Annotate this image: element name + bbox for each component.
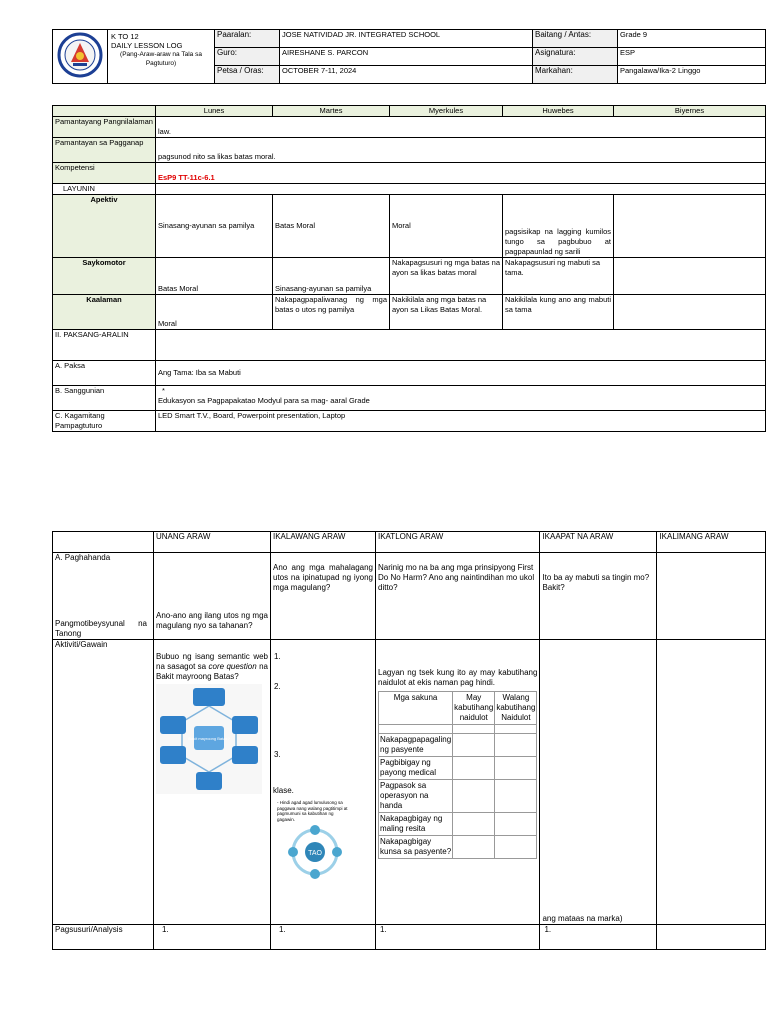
dll-line2: DAILY LESSON LOG — [111, 41, 183, 50]
kompetensi-label: Kompetensi — [53, 163, 156, 184]
school-label: Paaralan: — [215, 30, 280, 48]
teacher-value: AIRESHANE S. PARCON — [280, 48, 533, 66]
aktiviti-day3-text: Lagyan ng tsek kung ito ay may kabutihang naidulot at ekis naman pag hindi. — [378, 668, 538, 687]
tao-diagram — [277, 820, 353, 884]
aktiviti-day1-text — [156, 652, 268, 682]
pagganap-label: Pamantayan sa Pagganap — [53, 138, 156, 163]
aktiviti-label: Aktiviti/Gawain — [53, 640, 154, 925]
paghahanda-label-cell — [53, 553, 154, 640]
check-header-3: Walang kabutihang Naidulot — [495, 692, 537, 725]
quarter-value: Pangalawa/Ika-2 Linggo — [618, 66, 766, 84]
paksa-text: Ang Tama: Iba sa Mabuti — [156, 361, 766, 386]
dll-line3: (Pang-Araw-araw na Tala sa Pagtuturo) — [120, 51, 202, 67]
date-value: OCTOBER 7-11, 2024 — [280, 66, 533, 84]
aktiviti-day1-pre: Bubuo ng isang semantic web na sasagot sa — [156, 652, 268, 671]
t2-header-unang: UNANG ARAW — [154, 532, 271, 553]
pagsusuri-day5 — [657, 925, 766, 950]
pagsusuri-day2: 1. — [271, 925, 376, 950]
saykomotor-lunes: Batas Moral — [156, 258, 273, 295]
school-value: JOSE NATIVIDAD JR. INTEGRATED SCHOOL — [280, 30, 533, 48]
t2-header-ikalima: IKALIMANG ARAW — [657, 532, 766, 553]
apektiv-myerkules: Moral — [390, 195, 503, 258]
kaalaman-lunes: Moral — [156, 295, 273, 330]
paghahanda-day5 — [657, 553, 766, 640]
sanggunian-text: Edukasyon sa Pagpapakatao Modyul para sa mag- aaral Grade — [158, 396, 370, 405]
apektiv-martes: Batas Moral — [273, 195, 390, 258]
kompetensi-text: EsP9 TT-11c-6.1 — [156, 163, 766, 184]
dll-title — [108, 30, 215, 84]
apektiv-label: Apektiv — [53, 195, 156, 258]
day-header-huwebes: Huwebes — [503, 106, 614, 117]
check-table — [378, 691, 537, 859]
quarter-label: Markahan: — [533, 66, 618, 84]
day2-item2: 2. — [274, 682, 281, 691]
paksa-label: A. Paksa — [53, 361, 156, 386]
day2-item1: 1. — [274, 652, 281, 661]
tao-text: TAO — [308, 850, 322, 857]
pagsusuri-day3: 1. — [376, 925, 540, 950]
subject-label: Asignatura: — [533, 48, 618, 66]
date-label: Petsa / Oras: — [215, 66, 280, 84]
pamantayang-text: law. — [156, 117, 766, 138]
check-row-3: Pagpasok sa operasyon na handa — [379, 780, 453, 813]
teacher-label: Guro: — [215, 48, 280, 66]
paghahanda-day2: Ano ang mga mahalagang utos na ipinatupad ng iyong mga magulang? — [271, 553, 376, 640]
apektiv-biyernes — [614, 195, 766, 258]
day2-klase: klase. — [273, 786, 294, 795]
t2-header-ikaapat: IKAAPAT NA ARAW — [540, 532, 657, 553]
sanggunian-label: B. Sanggunian — [53, 386, 156, 411]
pamantayang-label: Pamantayang Pangnilalaman — [53, 117, 156, 138]
paghahanda-day4: Ito ba ay mabuti sa tingin mo? Bakit? — [540, 553, 657, 640]
kagamitang-text: LED Smart T.V., Board, Powerpoint presentation, Laptop — [156, 411, 766, 432]
day2-item3: 3. — [274, 750, 281, 759]
t2-header-ikalawang: IKALAWANG ARAW — [271, 532, 376, 553]
pagsusuri-day4: 1. — [540, 925, 657, 950]
sanggunian-cell — [156, 386, 766, 411]
pagganap-text: pagsunod nito sa likas batas moral. — [156, 138, 766, 163]
grade-value: Grade 9 — [618, 30, 766, 48]
aktiviti-day5 — [657, 640, 766, 925]
header-table — [52, 29, 766, 84]
t2-header-ikatlong: IKATLONG ARAW — [376, 532, 540, 553]
activity-table — [52, 531, 766, 950]
kaalaman-huwebes: Nakikilala kung ano ang mabuti sa tama — [503, 295, 614, 330]
aktiviti-day1 — [154, 640, 271, 925]
aktiviti-day4: ang mataas na marka) — [540, 640, 657, 925]
kaalaman-biyernes — [614, 295, 766, 330]
day-header-myerkules: Myerkules — [390, 106, 503, 117]
day-header-martes: Martes — [273, 106, 390, 117]
check-row-5: Nakapagbigay kunsa sa pasyente? — [379, 836, 453, 859]
layunin-spacer — [156, 184, 766, 195]
pagsusuri-label: Pagsusuri/Analysis — [53, 925, 154, 950]
saykomotor-myerkules: Nakapagsusuri ng mga batas na ayon sa likas batas moral — [390, 258, 503, 295]
dll-line1: K TO 12 — [111, 32, 139, 41]
kaalaman-label: Kaalaman — [53, 295, 156, 330]
kagamitang-label: C. Kagamitang Pampagtuturo — [53, 411, 156, 432]
lesson-plan-table — [52, 105, 766, 432]
kaalaman-myerkules: Nakikilala ang mga batas na ayon sa Likas Batas Moral. — [390, 295, 503, 330]
sanggunian-bullet: * — [162, 386, 165, 395]
layunin-label: LAYUNIN — [53, 184, 156, 195]
day2-note: - Hindi agad agad lumulusong sa paggawa nang walang pagtitimpi at pagmumuni sa kabutihan ng gagawin. — [277, 800, 348, 822]
check-row-2: Pagbibigay ng payong medical — [379, 757, 453, 780]
grade-label: Baitang / Antas: — [533, 30, 618, 48]
check-header-2: May kabutihang naidulot — [453, 692, 495, 725]
saykomotor-biyernes — [614, 258, 766, 295]
saykomotor-label: Saykomotor — [53, 258, 156, 295]
paksang-label: II. PAKSANG-ARALIN — [53, 330, 156, 361]
check-header-1: Mga sakuna — [379, 692, 453, 725]
paghahanda-label: A. Paghahanda — [55, 553, 111, 562]
corner-cell — [53, 106, 156, 117]
paghahanda-day1: Ano-ano ang ilang utos ng mga magulang nyo sa tahanan? — [154, 553, 271, 640]
paghahanda-day3: Narinig mo na ba ang mga prinsipyong First Do No Harm? Ano ang naintindihan mo ukol ditto? — [376, 553, 540, 640]
apektiv-huwebes: pagsisikap na lagging kumilos tungo sa pagbubuo at pagpapaunlad ng sarili — [503, 195, 614, 258]
day-header-biyernes: Biyernes — [614, 106, 766, 117]
aktiviti-day3 — [376, 640, 540, 925]
saykomotor-huwebes: Nakapagsusuri ng mabuti sa tama. — [503, 258, 614, 295]
web-center-text: Bakit mayroong Batas? — [188, 736, 230, 741]
subject-value: ESP — [618, 48, 766, 66]
saykomotor-martes: Sinasang-ayunan sa pamilya — [273, 258, 390, 295]
check-row-1: Nakapagpapagaling ng pasyente — [379, 734, 453, 757]
seal-cell — [53, 30, 108, 84]
check-row-4: Nakapagbigay ng maling resita — [379, 813, 453, 836]
semantic-web-diagram — [156, 684, 262, 794]
aktiviti-day1-core: core question — [208, 662, 257, 671]
kaalaman-martes: Nakapagpapaliwanag ng mga batas o utos ng pamilya — [273, 295, 390, 330]
aktiviti-day1-post: na Bakit mayroong Batas? — [156, 662, 268, 681]
pangmotibeysyunal-label: Pangmotibeysyunal na Tanong — [55, 619, 147, 638]
paksang-text — [156, 330, 766, 361]
t2-corner — [53, 532, 154, 553]
apektiv-lunes: Sinasang-ayunan sa pamilya — [156, 195, 273, 258]
day-header-lunes: Lunes — [156, 106, 273, 117]
deped-seal-icon — [57, 32, 103, 78]
pagsusuri-day1: 1. — [154, 925, 271, 950]
aktiviti-day2 — [271, 640, 376, 925]
